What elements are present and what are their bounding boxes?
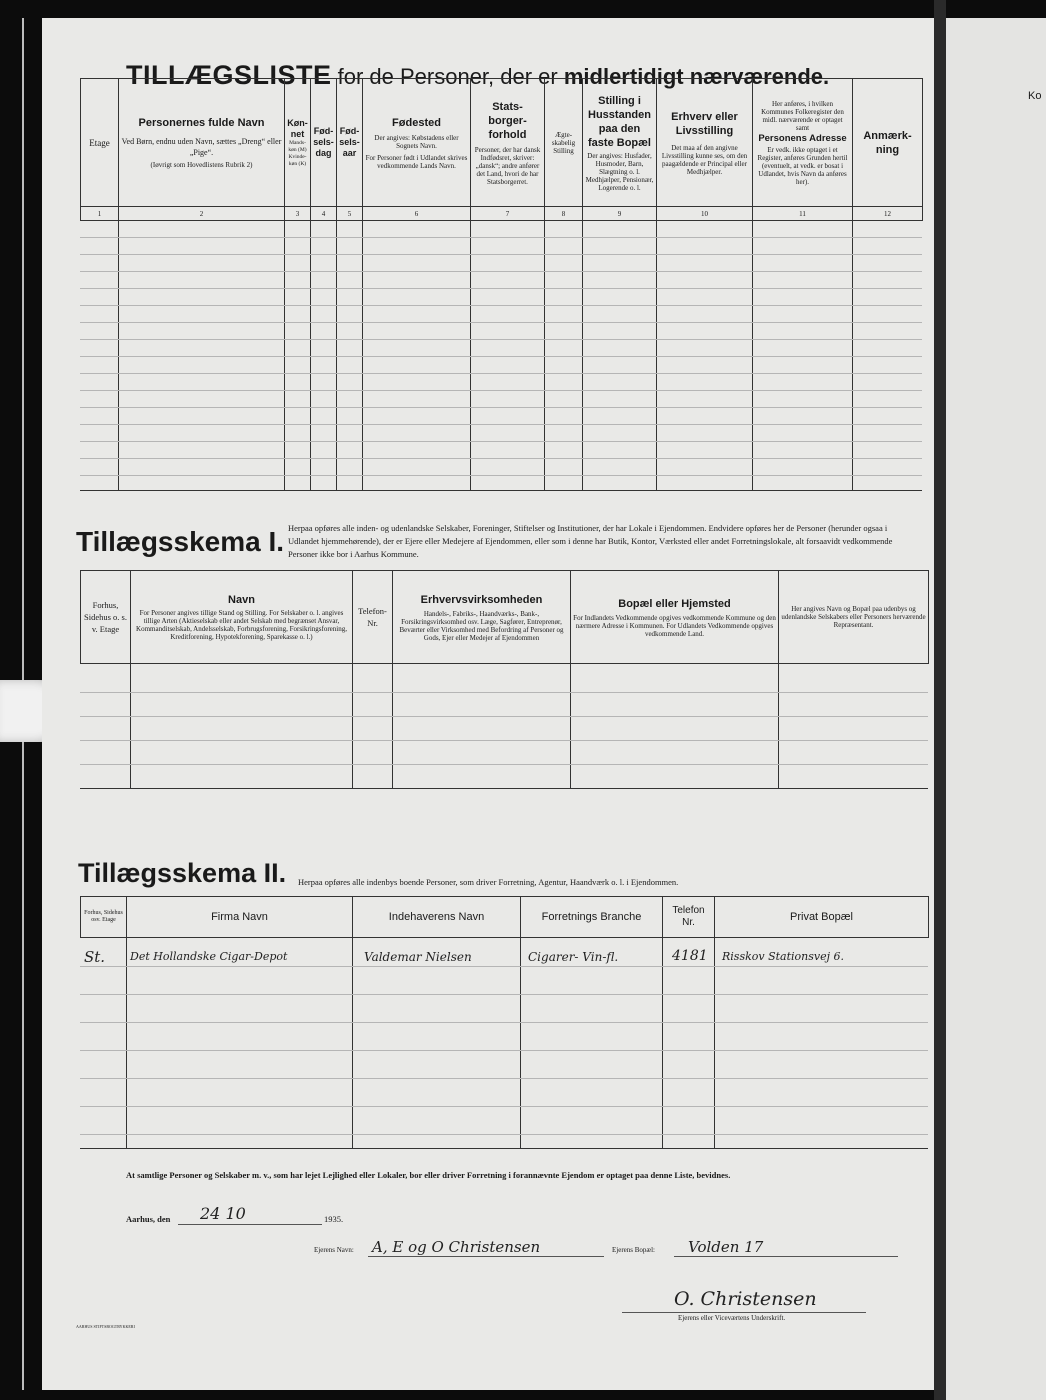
s1-col-erhverv: Erhvervsvirksomheden Handels-, Fabriks-, Haandværks-, Bank-, Forsikringsvirksomhed osv. Læge, Sagfører, Entreprenør, Beværter eller Virksomhed med Befordring af Personer og Gods, Ejer eller Medejer af Ejendommen <box>393 571 571 664</box>
col-header-koen: Køn-net Mands-køn (M) Kvinde-køn (K) <box>285 79 311 207</box>
date-handwritten: 24 10 <box>200 1204 246 1223</box>
schema1-body[interactable] <box>80 664 928 789</box>
s2-col-firma: Firma Navn <box>127 897 353 938</box>
schema2-note: Herpaa opføres alle indenbys boende Personer, som driver Forretning, Agentur, Haandværk o. l. i Ejendommen. <box>298 877 679 887</box>
s1-col-bopael: Bopæl eller Hjemsted For Indlandets Vedkommende opgives vedkommende Kommune og den nærmere Adresse i Kommunen. For Udlandets Vedkommende opgives vedkommende Land. <box>571 571 779 664</box>
s2-col-etage: Forhus, Sidehus osv. Etage <box>81 897 127 938</box>
schema1-note: Herpaa opføres alle inden- og udenlandske Selskaber, Foreninger, Stiftelser og Institutioner, der har Lokale i Ejendommen. Endvidere opføres her de Personer (herunder ogsaa i Udlandet hjemmehørende), der er Ejere eller Medejere af Ejendommen, eller som i denne har Butik, Kontor, Værksted eller andet Forretningslokale, alt forsaavidt vedkommende Personer ikke bor i Aarhus Kommune. <box>288 523 893 559</box>
col-num: 6 <box>363 207 471 221</box>
col-num: 1 <box>81 207 119 221</box>
s2-col-indehaver: Indehaverens Navn <box>353 897 521 938</box>
book-gutter <box>934 0 946 1400</box>
s2-entry-bopael: Risskov Stationsvej 6. <box>722 950 845 963</box>
owner-name: A, E og O Christensen <box>372 1238 541 1256</box>
s2-entry-firma: Det Hollandske Cigar-Depot <box>130 950 288 963</box>
s2-col-bopael: Privat Bopæl <box>715 897 929 938</box>
col-header-erhverv: Erhverv eller Livsstilling Det maa af den angivne Livsstilling kunne ses, om den paagældende er Principal eller Medhjælper. <box>657 79 753 207</box>
column-numbers-row <box>81 207 923 221</box>
schema2-title: Tillægsskema II. <box>78 858 287 888</box>
s1-col-repraesentant: Her angives Navn og Bopæl paa udenbys og udenlandske Selskabers eller Personers herværende Repræsentant. <box>779 571 929 664</box>
col-header-foedselsdag: Fød-sels-dag <box>311 79 337 207</box>
signature-label: Ejerens eller Viceværtens Underskrift. <box>678 1314 786 1322</box>
col-num: 11 <box>753 207 853 221</box>
schema1-header <box>80 570 929 664</box>
s2-entry-indehaver: Valdemar Nielsen <box>364 950 472 964</box>
facing-page <box>946 18 1046 1400</box>
signature: O. Christensen <box>674 1288 817 1310</box>
schema2-header <box>80 896 929 938</box>
col-header-adresse: Her anføres, i hvilken Kommunes Folkeregister den midl. nærværende er optaget samt Personens Adresse Er vedk. ikke optaget i et Register, anføres Grunden hertil (eventuelt, at vedk. er bosat i Udlandet, hvis Navn da anføres her). <box>753 79 853 207</box>
col-header-etage: Etage <box>81 79 119 207</box>
owner-line <box>368 1256 604 1257</box>
col-num: 4 <box>311 207 337 221</box>
s2-entry-branche: Cigarer- Vin-fl. <box>528 950 619 964</box>
date-line <box>178 1224 322 1225</box>
col-header-stilling: Stilling i Husstanden paa den faste Bopæl Der angives: Husfader, Husmoder, Barn, Slægtning o. l. Medhjælper, Pensionær, Logerende o. l. <box>583 79 657 207</box>
facing-page-fragment: Ko <box>1028 90 1042 102</box>
place-label: Aarhus, den <box>126 1214 171 1224</box>
main-table-body[interactable] <box>80 220 922 491</box>
s1-col-etage: Forhus, Sidehus o. s. v. Etage <box>81 571 131 664</box>
col-header-foedested: Fødested Der angives: Købstadens eller Sognets Navn. For Personer født i Udlandet skrives vedkommende Lands Navn. <box>363 79 471 207</box>
owner-address: Volden 17 <box>688 1238 764 1256</box>
col-header-aegteskab: Ægte-skabelig Stilling <box>545 79 583 207</box>
year-label: 1935. <box>324 1214 344 1224</box>
col-header-statsborger: Stats-borger-forhold Personer, der har dansk Indfødsret, skriver: „dansk“; andre anfører det Land, hvori de har Statsborgerret. <box>471 79 545 207</box>
s1-col-telefon: Telefon-Nr. <box>353 571 393 664</box>
col-header-foedselsaar: Fød-sels-aar <box>337 79 363 207</box>
signature-line <box>622 1312 866 1313</box>
schema2-body[interactable] <box>80 938 928 1149</box>
col-num: 9 <box>583 207 657 221</box>
col-num: 2 <box>119 207 285 221</box>
col-num: 7 <box>471 207 545 221</box>
printer-imprint: AARHUS STIFTSBOGTRYKKERI <box>76 1324 135 1329</box>
s2-col-branche: Forretnings Branche <box>521 897 663 938</box>
title-main: TILLÆGSLISTE <box>126 60 332 90</box>
col-header-name: Personernes fulde Navn Ved Børn, endnu uden Navn, sættes „Dreng“ eller „Pige“. (Iøvrigt som Hovedlistens Rubrik 2) <box>119 79 285 207</box>
address-label: Ejerens Bopæl: <box>612 1246 655 1254</box>
address-line <box>674 1256 898 1257</box>
col-num: 3 <box>285 207 311 221</box>
schema1-title: Tillægsskema I. <box>76 526 285 557</box>
title-emphasis: midlertidigt nærværende. <box>563 64 830 89</box>
s1-col-navn: Navn For Personer angives tillige Stand og Stilling. For Selskaber o. l. angives tillige Arten (Aktieselskab eller andet Selskab med begrænset Ansvar, Kommanditselskab, Andelsselskab, Forbrugsforening, Forsikringsforening, Kreditforening, Hypotekforening, Sparekasse o. l.) <box>131 571 353 664</box>
form-page <box>42 18 934 1390</box>
col-num: 12 <box>853 207 923 221</box>
owner-label: Ejerens Navn: <box>314 1246 354 1254</box>
col-num: 5 <box>337 207 363 221</box>
main-table-header <box>80 78 923 221</box>
s2-entry-telefon: 4181 <box>672 948 708 964</box>
s2-entry-etage: St. <box>84 948 106 966</box>
col-header-anmaerkning: Anmærk-ning <box>853 79 923 207</box>
col-num: 10 <box>657 207 753 221</box>
declaration-text: At samtlige Personer og Selskaber m. v., som har lejet Lejlighed eller Lokaler, bor eller driver Forretning i forannævnte Ejendom er optaget paa denne Liste, bevidnes. <box>126 1170 731 1180</box>
col-num: 8 <box>545 207 583 221</box>
title-middle: for de Personer, der er <box>331 64 564 89</box>
s2-col-telefon: Telefon Nr. <box>663 897 715 938</box>
